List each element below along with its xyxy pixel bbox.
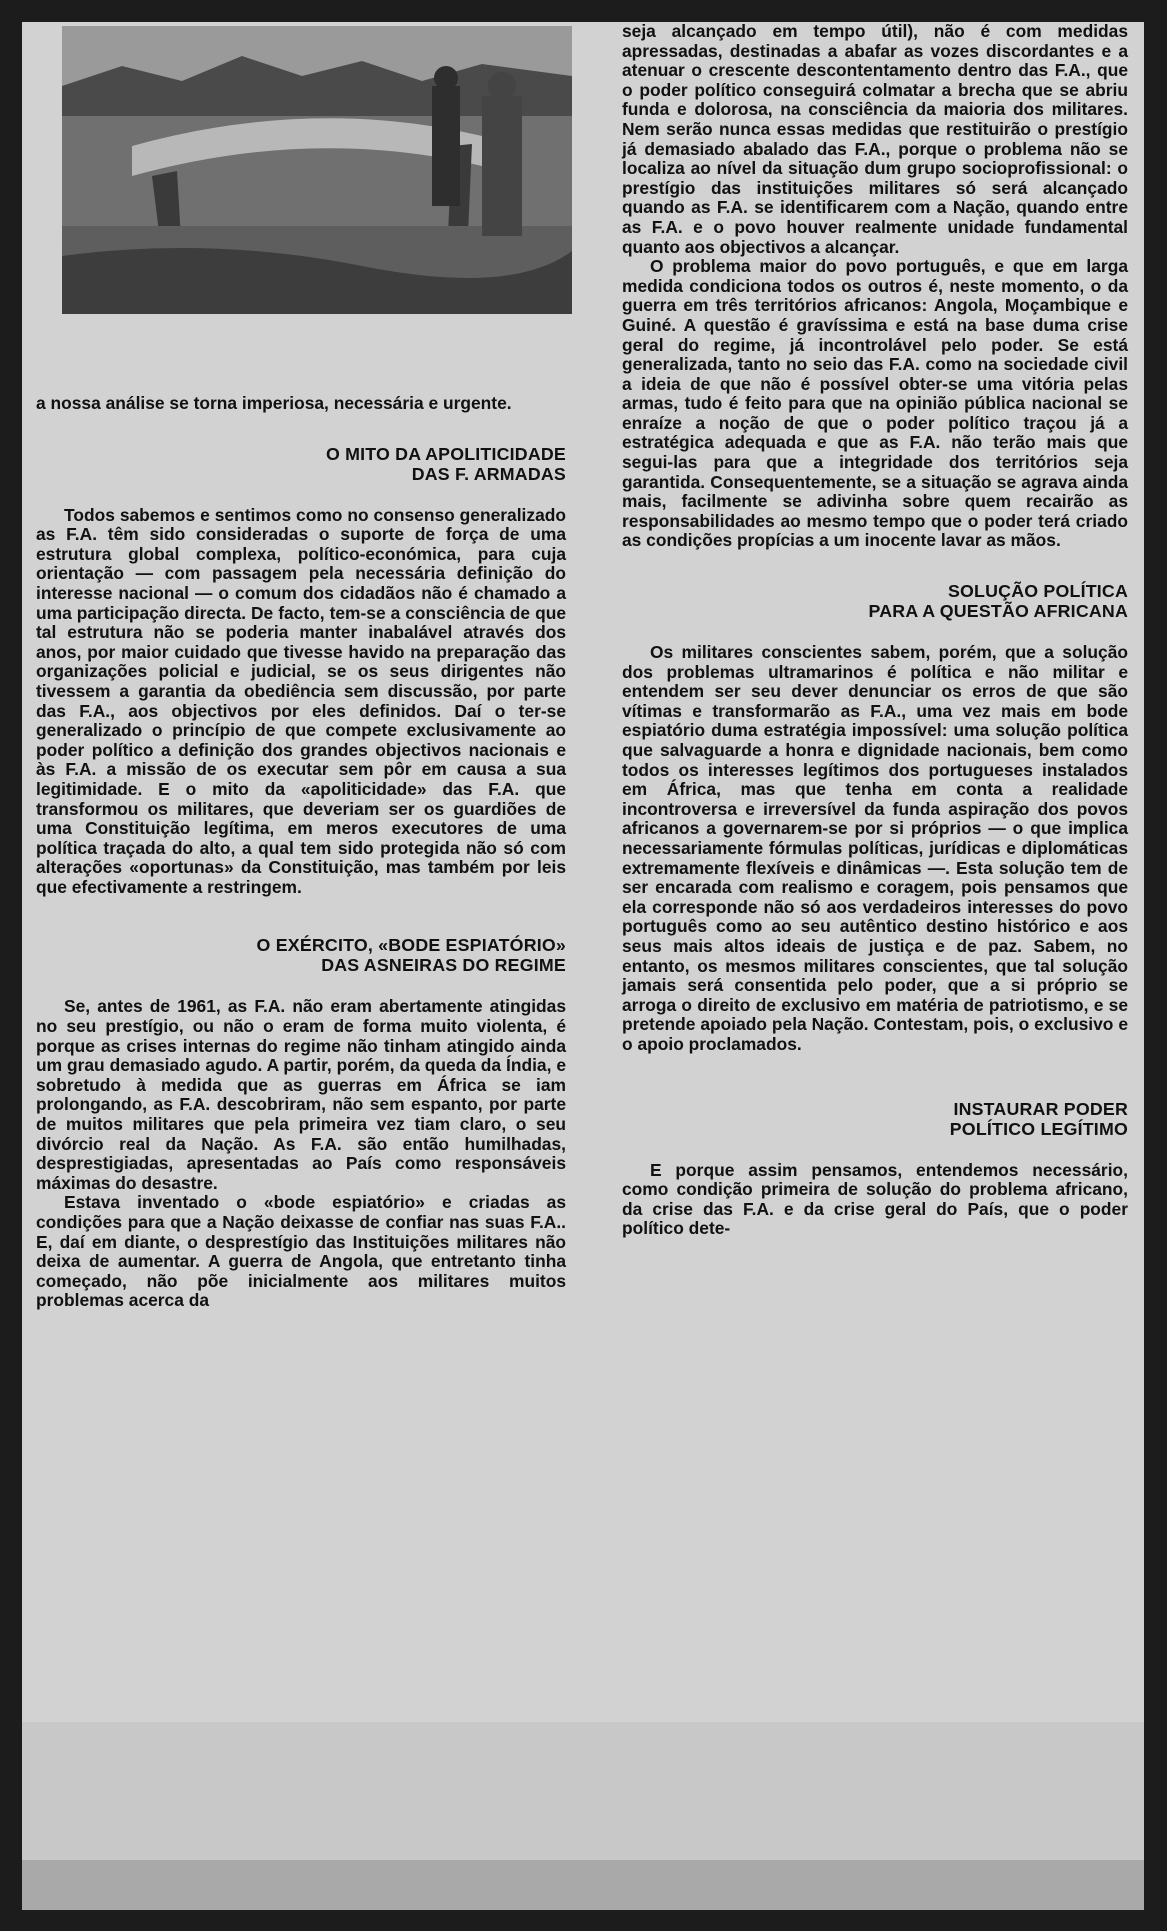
photo-illustration (62, 26, 572, 314)
heading-line: INSTAURAR PODER (953, 1098, 1128, 1119)
heading-line: O EXÉRCITO, «BODE ESPIATÓRIO» (256, 935, 566, 956)
heading-line: PARA A QUESTÃO AFRICANA (868, 601, 1128, 622)
body-paragraph: Os militares conscientes sabem, porém, que a solução dos problemas ultramarinos é política e não militar e entendem ser seu dever denunciar os erros de que são vítimas e transformarão as F.A., uma vez mais em bode espiatório duma estratégia impossível: uma solução política que salvaguarde a honra e dignidade nacionais, bem como todos os interesses legítimos dos portugueses instalados em África, mas que tenha em conta a realidade incontroversa e irreversível da funda aspiração dos povos africanos a governarem-se por si próprios — o que implica necessariamente fórmulas políticas, jurídicas e diplomáticas extremamente flexíveis e dinâmicas —. Esta solução tem de ser encarada com realismo e coragem, pois pensamos que ela corresponde não só aos verdadeiros interesses do povo português como ao seu autêntico destino histórico e aos seus mais altos ideais de justiça e de paz. Sabem, no entanto, os mesmos militares conscientes, que tal solução jamais será consentida pelo poder, que a si próprio se arroga o direito de exclusivo em matéria de patriotismo, e se pretende apoiado pela Nação. Contestam, pois, o exclusivo e o apoio proclamados. (622, 642, 1128, 1054)
clipping-bottom-strip (22, 1860, 1144, 1910)
section-heading-bode-espiatorio (36, 935, 566, 975)
newspaper-clipping (22, 22, 1144, 1910)
body-paragraph: Todos sabemos e sentimos como no consenso generalizado as F.A. têm sido consideradas o suporte de força de uma estrutura global complexa, político-económica, para cuja orientação — com passagem pela necessária definição do interesse nacional — o comum dos cidadãos não é chamado a uma participação directa. De facto, tem-se a consciência de que tal estrutura não se poderia manter inabalável através dos anos, por maior cuidado que tivesse havido na preparação das organizações policial e judicial, se os seus dirigentes não tivessem a garantia da obediência sem discussão, por parte das F.A., aos objectivos por eles definidos. Daí o ter-se generalizado o princípio de que compete exclusivamente ao poder político a definição dos grandes objectivos nacionais e às F.A. a missão de os executar sem pôr em causa a sua legitimidade. E o mito da «apoliticidade» das F.A. que transformou os militares, que deveriam ser os guardiões de uma Constituição legítima, em meros executores de uma política traçada do alto, a qual tem sido protegida não só com alterações «oportunas» da Constituição, mas também por leis que efectivamente a restringem. (36, 504, 566, 897)
body-paragraph: E porque assim pensamos, entendemos necessário, como condição primeira de solução do problema africano, da crise das F.A. e da crise geral do País, que o poder político dete- (622, 1159, 1128, 1239)
heading-line: O MITO DA APOLITICIDADE (325, 443, 566, 464)
body-paragraph: O problema maior do povo português, e que em larga medida condiciona todos os outros é, neste momento, o da guerra em três territórios africanos: Angola, Moçambique e Guiné. A questão é gravíssima e está na base duma crise geral do regime, já incontrolável pelo poder. Se está generalizada, tanto no seio das F.A. como na sociedade civil a ideia de que não é possível obter-se uma vitória pelas armas, tudo é feito para que na opinião pública nacional se enraíze a noção de que o poder político traçou já a estratégica adequada e que as F.A. não terão mais que segui-las para que a integridade dos territórios seja garantida. Consequentemente, se a situação se agrava ainda mais, facilmente se adivinha sobre quem recairão as responsabilidades ao mesmo tempo que o poder terá criado as condições propícias a um inocente lavar as mãos. (622, 256, 1128, 551)
article-right-column (622, 22, 1128, 1239)
body-paragraph: Se, antes de 1961, as F.A. não eram abertamente atingidas no seu prestígio, ou não o eram de forma muito violenta, é porque as crises internas do regime não tinham atingido ainda um grau demasiado agudo. A partir, porém, da queda da Índia, e sobretudo à medida que as guerras em África se iam prolongando, as F.A. descobriram, não sem espanto, por parte de muitos militares que pela primeira vez tiam claro, o seu divórcio real da Nação. As F.A. são então humilhadas, desprestigiadas, apresentadas ao País como responsáveis máximas do desastre. (36, 996, 566, 1193)
body-paragraph: seja alcançado em tempo útil), não é com medidas apressadas, destinadas a abafar as vozes discordantes e a atenuar o crescente descontentamento dentro das F.A., que o poder político conseguirá colmatar a brecha que se abriu funda e dolorosa, na consciência da maioria dos militares. Nem serão nunca essas medidas que restituirão o prestígio já demasiado abalado das F.A., porque o problema não se localiza ao nível da situação dum grupo socioprofissional: o prestígio das instituições militares só será alcançado quando as F.A. se identificarem com a Nação, quando entre as F.A. e o povo houver realmente unidade fundamental quanto aos objectivos a alcançar. (622, 22, 1128, 257)
heading-line: DAS ASNEIRAS DO REGIME (321, 955, 566, 976)
section-heading-apoliticidade (36, 444, 566, 484)
intro-paragraph: a nossa análise se torna imperiosa, necessária e urgente. (36, 393, 512, 413)
article-photo (62, 26, 572, 314)
heading-line: SOLUÇÃO POLÍTICA (947, 581, 1128, 602)
heading-line: DAS F. ARMADAS (411, 463, 566, 484)
section-heading-instaurar-poder (622, 1099, 1128, 1139)
heading-line: POLÍTICO LEGÍTIMO (949, 1118, 1128, 1139)
section-heading-solucao-politica (622, 581, 1128, 621)
article-left-column (36, 394, 566, 1311)
body-paragraph: Estava inventado o «bode espiatório» e criadas as condições para que a Nação deixasse de confiar nas suas F.A.. E, daí em diante, o desprestígio das Instituições militares não deixa de aumentar. A guerra de Angola, que entretanto tinha começado, não põe inicialmente aos militares muitos problemas acerca da (36, 1192, 566, 1311)
